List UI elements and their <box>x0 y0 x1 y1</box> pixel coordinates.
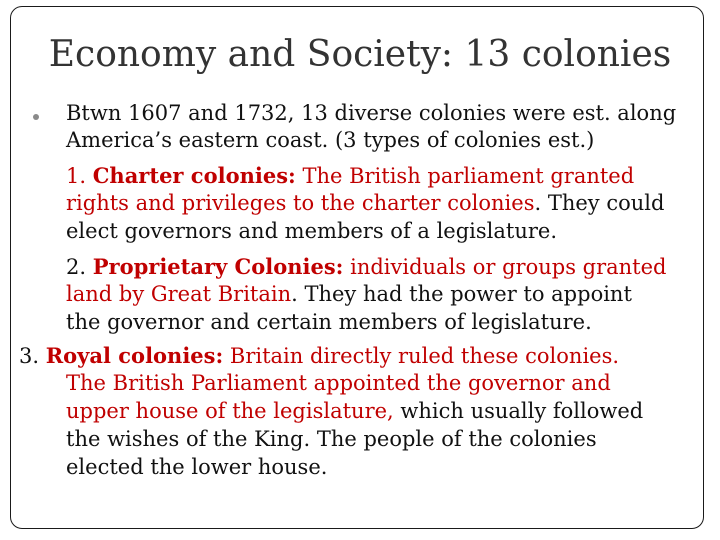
line-text: the governor and certain members of legislature. <box>66 310 592 334</box>
red-text: The British Parliament appointed the governor and <box>66 371 611 395</box>
text-line <box>66 309 592 336</box>
red-text: rights and privileges to the charter colonies <box>66 191 535 215</box>
text-line <box>66 454 327 481</box>
line-text: Btwn 1607 and 1732, 13 diverse colonies were est. along <box>66 101 677 125</box>
proprietary-term: Proprietary Colonies: <box>92 254 344 279</box>
list-number: 1. <box>66 164 93 188</box>
text-line <box>66 190 664 217</box>
line-text: The British parliament granted <box>295 164 635 188</box>
line-text: elect governors and members of a legislature. <box>66 219 558 243</box>
line-text: elected the lower house. <box>66 455 328 479</box>
slide-title: Economy and Society: 13 colonies <box>48 34 672 75</box>
red-text: individuals or groups granted <box>343 255 667 279</box>
red-text: upper house of the legislature, <box>66 399 394 423</box>
red-text: Britain directly ruled these colonies. <box>223 344 620 368</box>
charter-term: Charter colonies: <box>92 163 296 188</box>
text-line <box>66 426 597 453</box>
text-line <box>66 370 611 397</box>
line-text: America’s eastern coast. (3 types of colonies est.) <box>66 128 595 152</box>
bullet-icon <box>33 114 39 120</box>
line-text: . They could <box>534 191 665 215</box>
proprietary-line <box>66 253 667 281</box>
line-text: the wishes of the King. The people of the colonies <box>66 427 597 451</box>
charter-line <box>66 162 634 190</box>
list-number: 2. <box>66 255 93 279</box>
text-line <box>66 398 643 425</box>
red-text: land by Great Britain <box>66 282 292 306</box>
line-text: which usually followed <box>393 399 644 423</box>
text-line <box>66 218 557 245</box>
text-line <box>66 281 632 308</box>
line-text: . They had the power to appoint <box>291 282 632 306</box>
text-line <box>66 100 676 127</box>
list-number: 3. <box>19 344 46 368</box>
royal-line <box>19 342 619 370</box>
text-line <box>66 127 594 154</box>
royal-term: Royal colonies: <box>45 343 224 368</box>
